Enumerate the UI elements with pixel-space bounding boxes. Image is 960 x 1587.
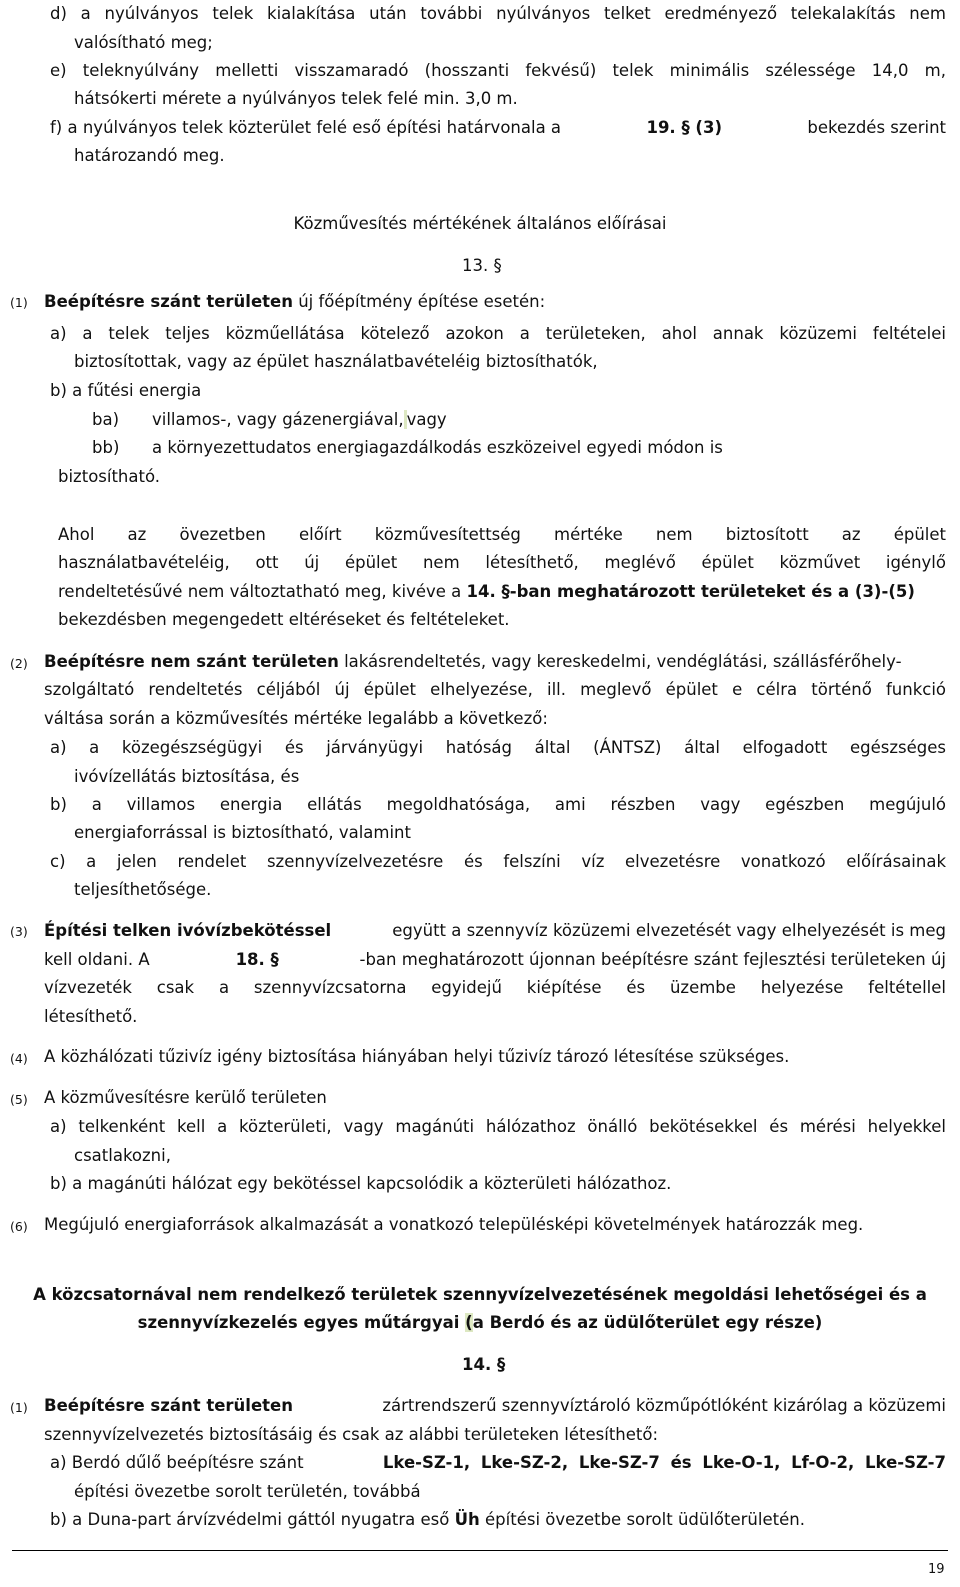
para-14-1-b-text-a: b) a Duna-part árvízvédelmi gáttól nyugatra eső	[50, 1510, 455, 1529]
para-13-2-line2: szolgáltató rendeltetés céljából új épület elhelyezése, ill. meglevő épület e célra történő funkció	[44, 680, 946, 699]
para-14-1-number: (1)	[10, 1400, 28, 1415]
section-14-heading-line2	[0, 1313, 960, 1333]
item-e-line1: e) teleknyúlvány melletti visszamaradó (hosszanti fekvésű) telek minimális szélessége 14,0 m,	[50, 61, 946, 80]
para-14-1-a-line2: építési övezetbe sorolt területén, továbbá	[74, 1482, 421, 1501]
item-f-text-a: f) a nyúlványos telek közterület felé eső építési határvonala a	[50, 118, 562, 137]
para-13-2-b-line1: b) a villamos energia ellátás megoldhatósága, ami részben vagy egészben megújuló	[50, 795, 946, 814]
para-14-1-b-zone: Üh	[454, 1510, 480, 1529]
para-13-1-rest: új főépítmény építése esetén:	[292, 292, 546, 311]
para-13-1-lead: Beépítésre szánt területen	[44, 292, 293, 311]
para-13-3-line1	[44, 921, 946, 941]
para-13-1-text	[44, 292, 545, 312]
para-13-5-text: A közművesítésre kerülő területen	[44, 1088, 327, 1107]
para-13-2-a-line1: a) a közegészségügyi és járványügyi hatóság által (ÁNTSZ) által elfogadott egészséges	[50, 738, 946, 757]
ahol-line3-text: rendeltetésűvé nem változtatható meg, kivéve a	[58, 582, 467, 601]
para-13-2-number: (2)	[10, 656, 28, 671]
item-f-line2: határozandó meg.	[74, 146, 225, 165]
item-d-line2: valósítható meg;	[74, 33, 213, 52]
para-13-3-ref: 18. §	[235, 950, 279, 969]
section-14-number: 14. §	[462, 1355, 506, 1374]
para-13-2-line3: váltása során a közművesítés mértéke legalább a következő:	[44, 709, 548, 728]
para-13-4-number: (4)	[10, 1051, 28, 1066]
para-13-3-line2-a: kell oldani. A	[44, 950, 155, 969]
para-14-1-a-text: a) Berdó dűlő beépítésre szánt	[50, 1453, 309, 1472]
para-14-1-line2: szennyvízelvezetés biztosításáig és csak az alábbi területeken létesíthető:	[44, 1425, 659, 1444]
section-13-heading: Közművesítés mértékének általános előírásai	[293, 214, 667, 233]
ahol-line1: Ahol az övezetben előírt közművesítettség mértéke nem biztosított az épület	[58, 525, 946, 544]
para-13-2-c-line1: c) a jelen rendelet szennyvízelvezetésre és felszíni víz elvezetésre vonatkozó előírásainak	[50, 852, 946, 871]
para-13-1-a-line2: biztosítottak, vagy az épület használatbavételéig biztosíthatók,	[74, 352, 598, 371]
para-13-1-tail: biztosítható.	[58, 467, 161, 486]
para-14-1-line1-rest: zártrendszerű szennyvíztároló közműpótlóként kizárólag a közüzemi	[382, 1396, 946, 1415]
section-13-number: 13. §	[462, 256, 502, 275]
para-14-1-a-zones: Lke-SZ-1, Lke-SZ-2, Lke-SZ-7 és Lke-O-1, Lf-O-2, Lke-SZ-7	[382, 1453, 946, 1472]
para-13-1-a-line1: a) a telek teljes közműellátása kötelező azokon a területeken, ahol annak közüzemi feltételei	[50, 324, 946, 343]
para-13-1-ba-text-b: vagy	[406, 410, 447, 429]
para-13-3-number: (3)	[10, 924, 28, 939]
item-e-line2: hátsókerti mérete a nyúlványos telek felé min. 3,0 m.	[74, 89, 518, 108]
ahol-line4: bekezdésben megengedett eltéréseket és feltételeket.	[58, 610, 510, 629]
para-13-5-a-line2: csatlakozni,	[74, 1146, 171, 1165]
para-13-5-b: b) a magánúti hálózat egy bekötéssel kapcsolódik a közterületi hálózathoz.	[50, 1174, 672, 1193]
para-14-1-b-line	[50, 1510, 805, 1530]
para-13-5-number: (5)	[10, 1092, 28, 1107]
item-f-line1	[50, 118, 946, 138]
para-13-1-ba-text-a: villamos-, vagy gázenergiával,	[152, 410, 404, 429]
item-d-line1: d) a nyúlványos telek kialakítása után további nyúlványos telket eredményező telekalakítás nem	[50, 4, 946, 23]
para-13-1-ba-label: ba)	[92, 410, 120, 429]
para-13-1-bb-text: a környezettudatos energiagazdálkodás eszközeivel egyedi módon is	[152, 438, 723, 457]
para-14-1-lead: Beépítésre szánt területen	[44, 1396, 293, 1415]
para-14-1-line1	[44, 1396, 946, 1416]
para-13-5-a-line1: a) telkenként kell a közterületi, vagy magánúti hálózathoz önálló bekötésekkel és mérési helyekkel	[50, 1117, 946, 1136]
ahol-line3	[58, 582, 915, 602]
para-13-4-text: A közhálózati tűzivíz igény biztosítása hiányában helyi tűzivíz tározó létesítése szükséges.	[44, 1047, 790, 1066]
page-number: 19	[928, 1562, 945, 1577]
para-13-1-b: b) a fűtési energia	[50, 381, 202, 400]
para-13-1-number: (1)	[10, 295, 28, 310]
para-14-1-a-line1	[50, 1453, 946, 1473]
section-14-heading-line2-a: szennyvízkezelés egyes műtárgyai	[137, 1313, 460, 1332]
para-13-2-lead: Beépítésre nem szánt területen	[44, 652, 339, 671]
para-13-1-ba-text	[152, 410, 447, 430]
section-14-heading-paren: (	[465, 1313, 473, 1332]
para-13-2-line1	[44, 652, 902, 672]
para-13-3-line2	[44, 950, 946, 970]
para-13-3-line1-rest: együtt a szennyvíz közüzemi elvezetését vagy elhelyezését is meg	[392, 921, 946, 940]
para-14-1-b-text-c: építési övezetbe sorolt üdülőterületén.	[479, 1510, 805, 1529]
para-13-3-line3: vízvezeték csak a szennyvízcsatorna egyidejű kiépítése és üzembe helyezése feltétellel	[44, 978, 946, 997]
ahol-line3-bold: 14. §-ban meghatározott területeket és a (3)-(5)	[466, 582, 915, 601]
para-13-3-line2-c: -ban meghatározott újonnan beépítésre szánt fejlesztési területeken új	[359, 950, 946, 969]
item-f-ref: 19. § (3)	[646, 118, 722, 137]
footer-rule	[12, 1550, 948, 1551]
para-13-6-text: Megújuló energiaforrások alkalmazását a vonatkozó településképi követelmények határozzák meg.	[44, 1215, 864, 1234]
section-14-heading-line1: A közcsatornával nem rendelkező területek szennyvízelvezetésének megoldási lehetőségei és a	[33, 1285, 927, 1304]
ahol-line2: használatbavételéig, ott új épület nem létesíthető, meglévő épület közművet igénylő	[58, 553, 946, 572]
para-13-3-line4: létesíthető.	[44, 1007, 138, 1026]
para-13-2-a-line2: ivóvízellátás biztosítása, és	[74, 767, 300, 786]
section-14-heading-line2-c: a Berdó és az üdülőterület egy része)	[472, 1313, 823, 1332]
para-13-2-line1-rest: lakásrendeltetés, vagy kereskedelmi, vendéglátási, szállásférőhely-	[338, 652, 902, 671]
para-13-3-lead: Építési telken ivóvízbekötéssel	[44, 921, 332, 940]
para-13-2-c-line2: teljesíthetősége.	[74, 880, 212, 899]
item-f-text-c: bekezdés szerint	[807, 118, 946, 137]
para-13-1-bb-label: bb)	[92, 438, 120, 457]
para-13-2-b-line2: energiaforrással is biztosítható, valamint	[74, 823, 411, 842]
para-13-6-number: (6)	[10, 1219, 28, 1234]
